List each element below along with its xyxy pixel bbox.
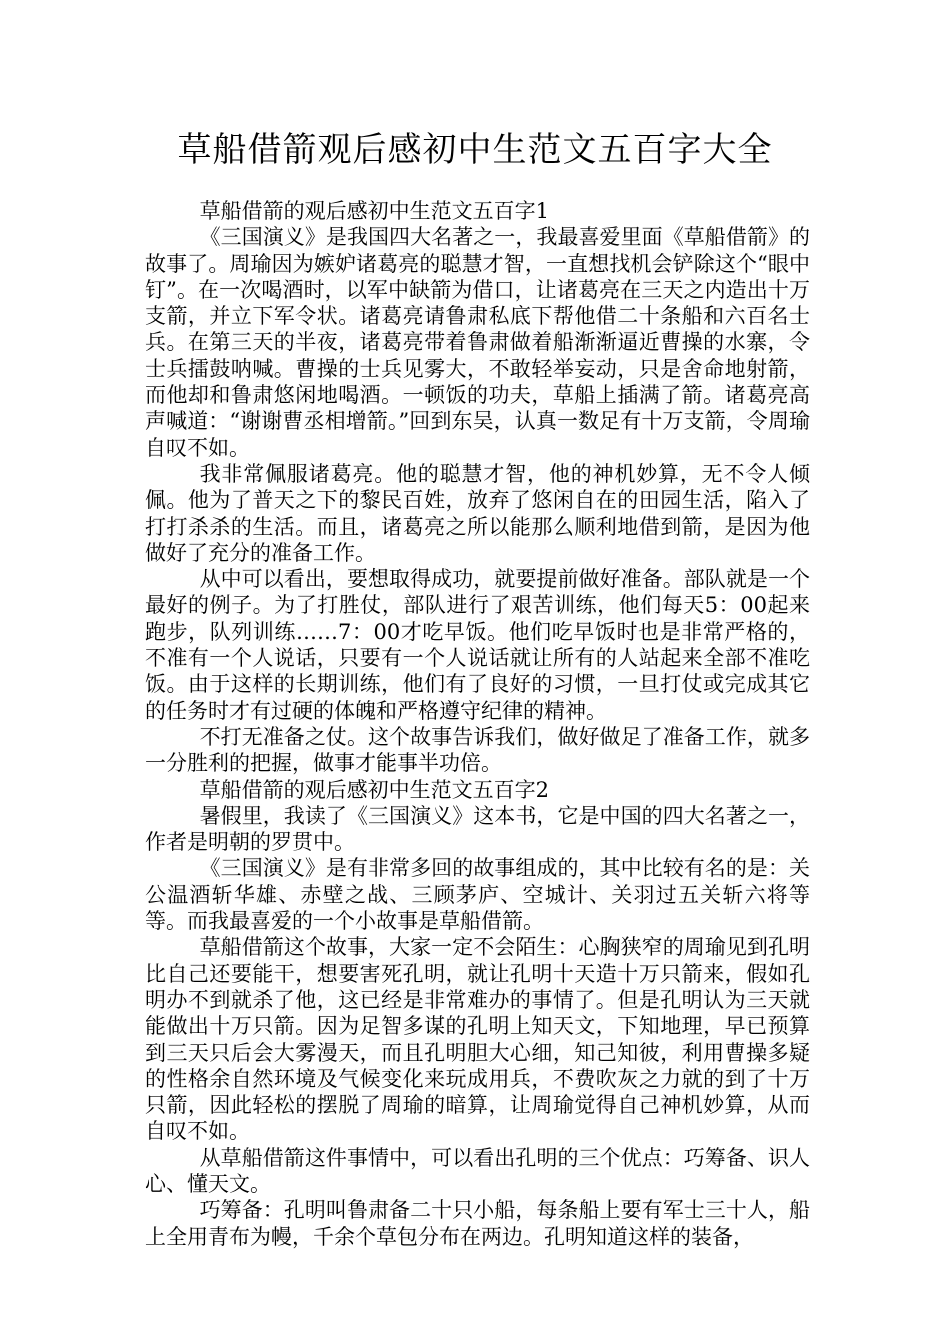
paragraph: 从草船借箭这件事情中，可以看出孔明的三个优点：巧筹备、识人心、懂天文。 (145, 1145, 810, 1196)
paragraph: 暑假里，我读了《三国演义》这本书，它是中国的四大名著之一，作者是明朝的罗贯中。 (145, 803, 810, 855)
paragraph: 不打无准备之仗。这个故事告诉我们，做好做足了准备工作，就多一分胜利的把握，做事才能事半功倍。 (145, 724, 810, 776)
document-title: 草船借箭观后感初中生范文五百字大全 (177, 130, 773, 170)
section-heading-1: 草船借箭的观后感初中生范文五百字1 (199, 199, 549, 223)
paragraph: 巧筹备：孔明叫鲁肃备二十只小船，每条船上要有军士三十人，船上全用青布为幔，千余个草包分布在两边。孔明知道这样的装备， (145, 1198, 810, 1249)
paragraph: 我非常佩服诸葛亮。他的聪慧才智，他的神机妙算，无不令人倾佩。他为了普天之下的黎民百姓，放弃了悠闲自在的田园生活，陷入了打打杀杀的生活。而且，诸葛亮之所以能那么顺利地借到箭，是因为他做好了充分的准备工作。 (145, 461, 810, 565)
paragraph: 《三国演义》是有非常多回的故事组成的，其中比较有名的是：关公温酒斩华雄、赤壁之战、三顾茅庐、空城计、关羽过五关斩六将等等。而我最喜爱的一个小故事是草船借箭。 (145, 856, 810, 934)
paragraph: 草船借箭这个故事，大家一定不会陌生：心胸狭窄的周瑜见到孔明比自己还要能干，想要害死孔明，就让孔明十天造十万只箭来，假如孔明办不到就杀了他，这已经是非常难办的事情了。但是孔明认为三天就能做出十万只箭。因为足智多谋的孔明上知天文，下知地理，早已预算到三天只后会大雾漫天，而且孔明胆大心细，知己知彼，利用曹操多疑的性格余自然环境及气候变化来玩成用兵，不费吹灰之力就的到了十万只箭，因此轻松的摆脱了周瑜的暗算，让周瑜觉得自己神机妙算，从而自叹不如。 (145, 935, 810, 1144)
paragraph: 《三国演义》是我国四大名著之一，我最喜爱里面《草船借箭》的故事了。周瑜因为嫉妒诸葛亮的聪慧才智，一直想找机会铲除这个“眼中钉”。在一次喝酒时，以军中缺箭为借口，让诸葛亮在三天之内造出十万支箭，并立下军令状。诸葛亮请鲁肃私底下帮他借二十条船和六百名士兵。在第三天的半夜，诸葛亮带着鲁肃做着船渐渐逼近曹操的水寨，令士兵擂鼓呐喊。曹操的士兵见雾大，不敢轻举妄动，只是舍命地射箭，而他却和鲁肃悠闲地喝酒。一顿饭的功夫，草船上插满了箭。诸葛亮高声喊道：“谢谢曹丞相增箭。”回到东吴，认真一数足有十万支箭，令周瑜自叹不如。 (145, 225, 810, 460)
document-body (145, 198, 810, 1250)
paragraph: 从中可以看出，要想取得成功，就要提前做好准备。部队就是一个最好的例子。为了打胜仗，部队进行了艰苦训练，他们每天5：00起来跑步，队列训练……7：00才吃早饭。他们吃早饭时也是非常严格的，不准有一个人说话，只要有一个人说话就让所有的人站起来全部不准吃饭。由于这样的长期训练，他们有了良好的习惯，一旦打仗或完成其它的任务时才有过硬的体魄和严格遵守纪律的精神。 (145, 567, 810, 723)
section-heading-2: 草船借箭的观后感初中生范文五百字2 (199, 777, 549, 802)
